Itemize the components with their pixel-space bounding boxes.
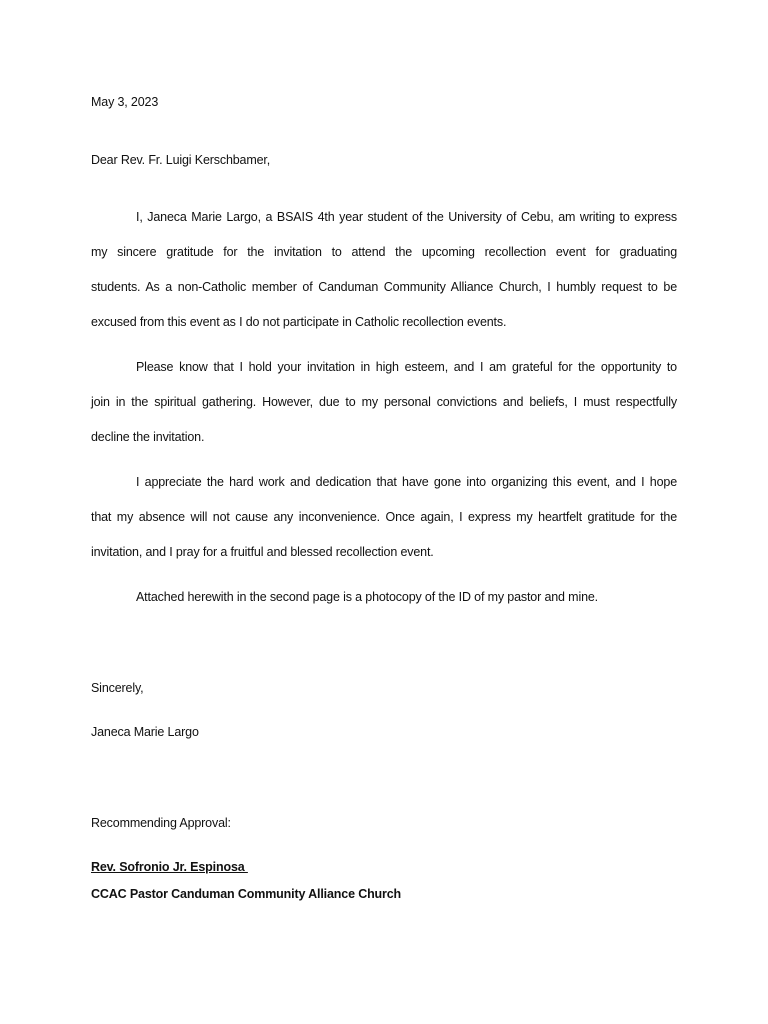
- paragraph-3-line-2: that my absence will not cause any inconvenience. Once again, I express my heartfelt gratitude for the: [91, 510, 677, 524]
- signatory-name: Janeca Marie Largo: [91, 725, 199, 739]
- recommender-name: Rev. Sofronio Jr. Espinosa: [91, 860, 248, 874]
- paragraph-2-line-3: decline the invitation.: [91, 430, 205, 444]
- recommender-title: CCAC Pastor Canduman Community Alliance Church: [91, 887, 402, 901]
- paragraph-1-line-4: excused from this event as I do not participate in Catholic recollection events.: [91, 315, 507, 329]
- paragraph-4-line-1: Attached herewith in the second page is a photocopy of the ID of my pastor and mine.: [136, 590, 598, 604]
- letter-closing: Sincerely,: [91, 681, 144, 695]
- paragraph-3-line-1: I appreciate the hard work and dedication that have gone into organizing this event, and I hope: [136, 475, 677, 489]
- paragraph-2-line-1: Please know that I hold your invitation in high esteem, and I am grateful for the opportunity to: [136, 360, 677, 374]
- paragraph-2-line-2: join in the spiritual gathering. However, due to my personal convictions and beliefs, I must respectfully: [91, 395, 677, 409]
- paragraph-3-line-3: invitation, and I pray for a fruitful and blessed recollection event.: [91, 545, 434, 559]
- recommending-approval-label: Recommending Approval:: [91, 816, 231, 830]
- letter-salutation: Dear Rev. Fr. Luigi Kerschbamer,: [91, 153, 271, 167]
- paragraph-1-line-1: I, Janeca Marie Largo, a BSAIS 4th year student of the University of Cebu, am writing to express: [136, 210, 677, 224]
- paragraph-1-line-3: students. As a non-Catholic member of Canduman Community Alliance Church, I humbly request to be: [91, 280, 677, 294]
- letter-date: May 3, 2023: [91, 95, 159, 109]
- paragraph-1-line-2: my sincere gratitude for the invitation to attend the upcoming recollection event for graduating: [91, 245, 677, 259]
